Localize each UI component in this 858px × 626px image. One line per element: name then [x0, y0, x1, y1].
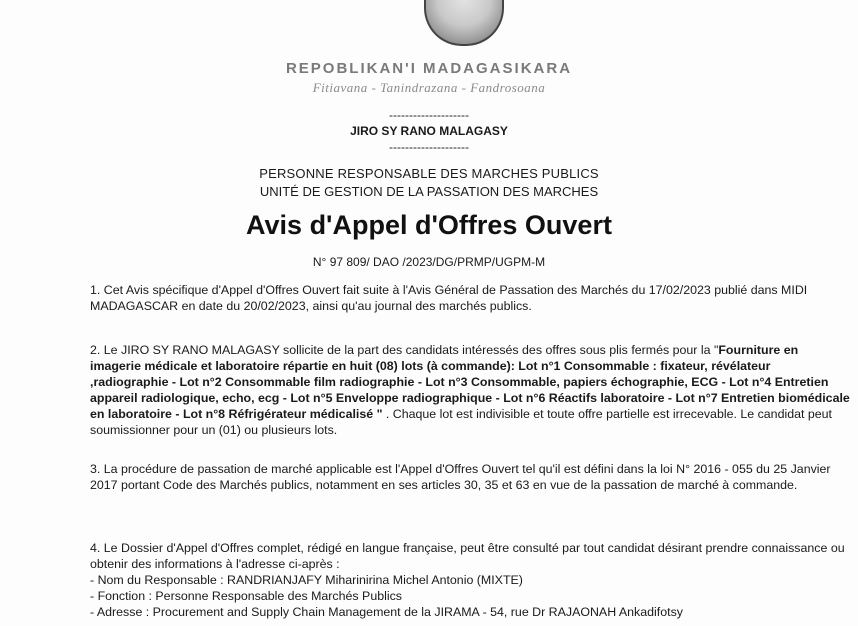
paragraph-2-lots: Fourniture en imagerie médicale et laboratoire répartie en huit (08) lots (à commande): Lot n°1 Consommable : fixateur, révélateur ,radiographie - Lot n°2 Consommable film radiographie - Lot n°3 Consommable, papiers échographie, ECG - Lot n°4 Entretien appareil radiologique, echo, ecg - Lot n°5 Enveloppe radiographique - Lot n°6 Réactifs laboratoire - Lot n°7 Entretien biomédicale en laboratoire - Lot n°8 Réfrigérateur médicalisé " — [90, 343, 850, 421]
contact-name: - Nom du Responsable : RANDRIANJAFY Miharinirina Michel Antonio (MIXTE) — [90, 573, 523, 587]
paragraph-2 — [90, 342, 850, 438]
page-title: Avis d'Appel d'Offres Ouvert — [246, 210, 612, 240]
paragraph-4-intro: 4. Le Dossier d'Appel d'Offres complet, rédigé en langue française, peut être consulté par tout candidat désirant prendre connaissance ou obtenir des informations à l'adresse ci-après : — [90, 541, 845, 571]
national-seal-emblem — [424, 0, 504, 46]
ugpm-heading: UNITÉ DE GESTION DE LA PASSATION DES MARCHES — [259, 184, 599, 199]
separator-bottom: -------------------- — [389, 140, 469, 154]
contact-function: - Fonction : Personne Responsable des Marchés Publics — [90, 589, 402, 603]
paragraph-3: 3. La procédure de passation de marché applicable est l'Appel d'Offres Ouvert tel qu'il est défini dans la loi N° 2016 - 055 du 25 Janvier 2017 portant Code des Marchés publics, notamment en ses articles 30, 35 et 63 en vue de la passation de marché à commande. — [90, 462, 831, 492]
prmp-heading: PERSONNE RESPONSABLE DES MARCHES PUBLICS — [259, 166, 599, 181]
country-name: REPOBLIKAN'I MADAGASIKARA — [285, 60, 573, 77]
organization-name: JIRO SY RANO MALAGASY — [350, 124, 508, 138]
reference-number: N° 97 809/ DAO /2023/DG/PRMP/UGPM-M — [312, 255, 546, 269]
contact-address: - Adresse : Procurement and Supply Chain Management de la JIRAMA - 54, rue Dr RAJAONAH Ankadifotsy — [90, 605, 683, 619]
separator-top: -------------------- — [389, 108, 469, 122]
paragraph-2-end: . Chaque lot est indivisible et toute offre partielle est irrecevable. Le candidat peut soumissionner pour un (01) ou plusieurs lots. — [90, 407, 833, 437]
paragraph-4 — [90, 540, 850, 620]
national-motto: Fitiavana - Tanindrazana - Fandrosoana — [312, 80, 546, 95]
paragraph-1: 1. Cet Avis spécifique d'Appel d'Offres Ouvert fait suite à l'Avis Général de Passation des Marchés du 17/02/2023 publié dans MIDI MADAGASCAR en date du 20/02/2023, ainsi qu'au journal des marchés publics. — [90, 283, 808, 313]
paragraph-2-intro: 2. Le JIRO SY RANO MALAGASY sollicite de la part des candidats intéressés des offres sous plis fermés pour la " — [90, 343, 719, 357]
